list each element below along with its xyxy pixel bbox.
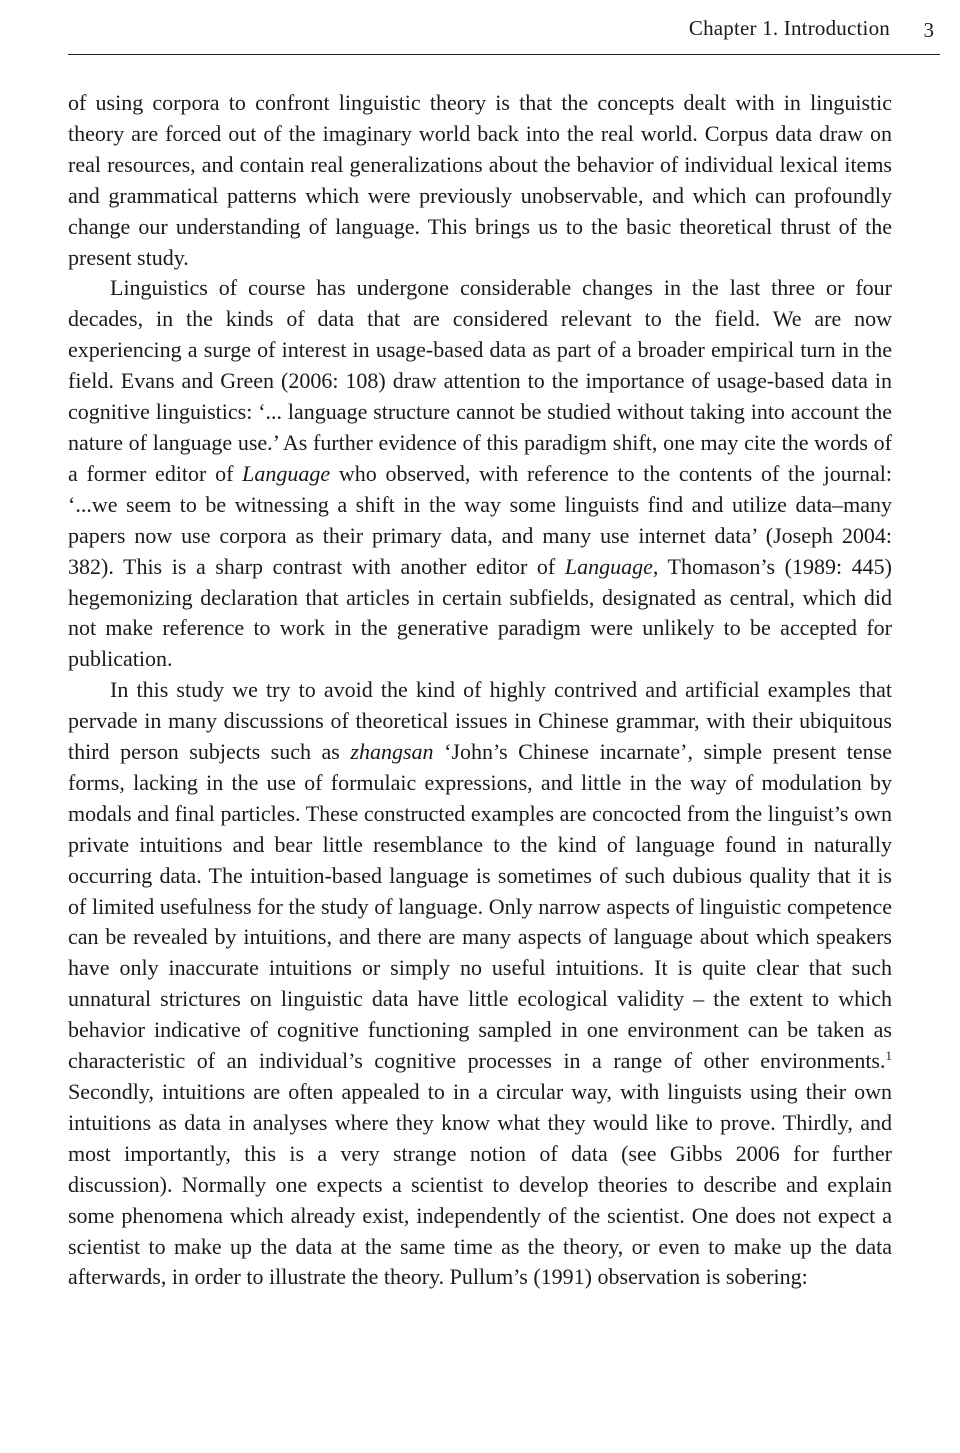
journal-title-language: Language [242, 460, 331, 486]
paragraph-3-text-2: ‘John’s Chinese incarnate’, simple present tense forms, lacking in the use of formulaic expressions, and little in the way of modulation by modals and final particles. These constructed examples are concocted from the linguist’s own private intuitions and bear little resemblance to the kind of language found in naturally occurring data. The intuition-based language is sometimes of such dubious quality that it is of limited usefulness for the study of language. Only narrow aspects of linguistic competence can be revealed by intuitions, and there are many aspects of language about which speakers have only inaccurate intuitions or simply no useful intuitions. It is quite clear that such unnatural strictures on linguistic data have little ecological validity – the extent to which behavior indicative of cognitive functioning sampled in one environment can be taken as characteristic of an individual’s cognitive processes in a range of other environments. [68, 739, 892, 1074]
term-zhangsan: zhangsan [350, 739, 434, 765]
chapter-title: Chapter 1. Introduction [688, 16, 890, 40]
paragraph-1 [68, 88, 892, 273]
main-text [68, 88, 892, 1293]
paragraph-3-text-1: In this study we try to avoid the kind of highly contrived and artificial examples that pervade in many discussions of theoretical issues in Chinese grammar, with their ubiquitous third person subjects such as [68, 677, 892, 765]
paragraph-1-text: of using corpora to confront linguistic theory is that the concepts dealt with in linguistic theory are forced out of the imaginary world back into the real world. Corpus data draw on real resources, and contain real generalizations about the behavior of individual lexical items and grammatical patterns which were previously unobservable, and which can profoundly change our understanding of language. This brings us to the basic theoretical thrust of the present study. [68, 90, 892, 270]
paragraph-2 [68, 273, 892, 675]
paragraph-2-text-2: who observed, with reference to the contents of the journal: ‘...we seem to be witnessing a shift in the way some linguists find and utilize data–many papers now use corpora as their primary data, and many use internet data’ (Joseph 2004: 382). This is a sharp contrast with another editor of [68, 460, 893, 579]
paragraph-2-text-1: Linguistics of course has undergone considerable changes in the last three or four decades, in the kinds of data that are considered relevant to the field. We are now experiencing a surge of interest in usage-based data as part of a broader empirical turn in the field. Evans and Green (2006: 108) draw attention to the importance of usage-based data in cognitive linguistics: ‘... language structure cannot be studied without taking into account the nature of language use.’ As further evidence of this paradigm shift, one may cite the words of a former editor of [68, 275, 892, 486]
running-header [68, 14, 940, 55]
paragraph-3 [68, 675, 892, 1293]
paragraph-3-text-3: Secondly, intuitions are often appealed to in a circular way, with linguists using their own intuitions as data in analyses where they know what they would like to prove. Thirdly, and most importantly, this is a very strange notion of data (see Gibbs 2006 for further discussion). Normally one expects a scientist to develop theories to describe and explain some phenomena which already exist, independently of the scientist. One does not expect a scientist to make up the data at the same time as the theory, or even to make up the data afterwards, in order to illustrate the theory. Pullum’s (1991) observation is sobering: [68, 1079, 892, 1290]
journal-title-language: Language [564, 553, 653, 579]
footnote-reference[interactable]: 1 [885, 1048, 892, 1064]
page-number: 3 [923, 18, 934, 42]
paragraph-2-text-3: , Thomason’s (1989: 445) hegemonizing declaration that articles in certain subfields, designated as central, which did not make reference to work in the generative paradigm were unlikely to be accepted for publication. [68, 553, 892, 672]
